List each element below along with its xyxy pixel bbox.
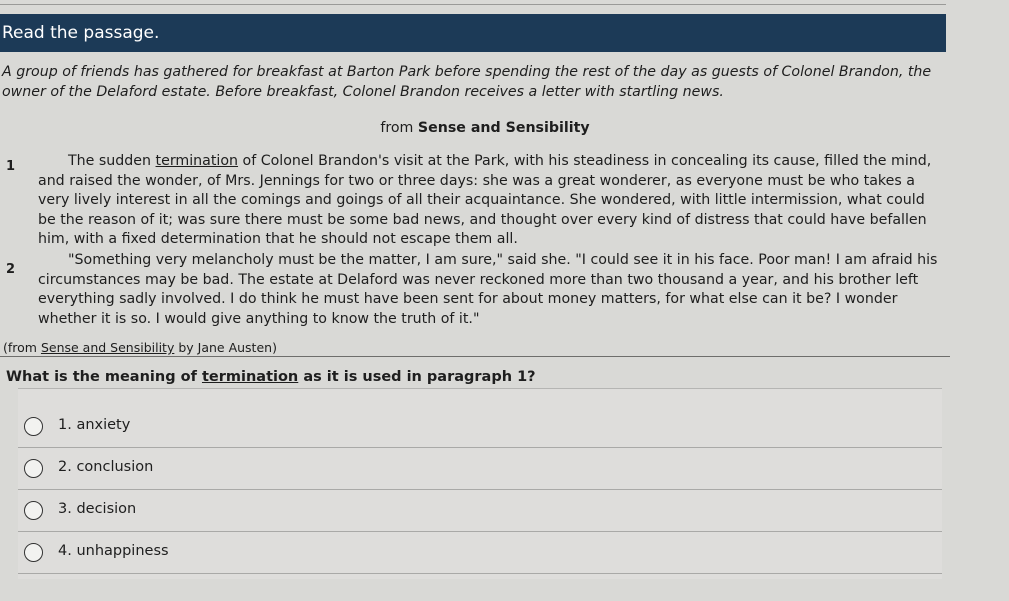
radio-button-icon[interactable] [24, 501, 43, 520]
paragraph-1: The sudden termination of Colonel Brandon's visit at the Park, with his steadiness in concealing its cause, filled the mind, and raised the wonder, of Mrs. Jennings for two or three days: she was a great wonderer, as everyone must be who takes a very lively interest in all the comings and goings of all their acquaintance. She wondered, with little intermission, what could be the reason of it; was sure there must be some bad news, and thought over every kind of distress that could have befallen him, with a fixed determination that he should not escape them all. [38, 153, 932, 247]
question-prompt: What is the meaning of termination as it is used in paragraph 1? [6, 369, 536, 385]
answer-option-3[interactable] [18, 490, 942, 532]
answer-options [18, 388, 942, 579]
paragraph-number-1: 1 [6, 159, 16, 174]
instruction-title: Read the passage. [2, 23, 160, 43]
underlined-word-termination: termination [155, 153, 239, 169]
passage-source-title: from Sense and Sensibility [380, 120, 590, 136]
book-title: Sense and Sensibility [417, 120, 590, 136]
answer-option-4[interactable] [18, 532, 942, 574]
instruction-header [0, 14, 946, 52]
radio-button-icon[interactable] [24, 543, 43, 562]
citation-book-title: Sense and Sensibility [40, 340, 175, 355]
paragraph-2: "Something very melancholy must be the matter, I am sure," said she. "I could see it in his face. Poor man! I am afraid his circumstances may be bad. The estate at Delaford was never reckoned more than two thousand a year, and his brother left everything sadly involved. I do think he must have been sent for about money matters, for what else can it be? I wonder whether it is so. I would give anything to know the truth of it." [38, 252, 938, 327]
answer-option-label: 1. anxiety [58, 417, 131, 433]
passage-intro: A group of friends has gathered for breakfast at Barton Park before spending the rest of the day as guests of Colonel Brandon, the owner of the Delaford estate. Before breakfast, Colonel Brandon receives a letter with startling news. [2, 64, 932, 100]
passage-citation: (from Sense and Sensibility by Jane Austen) [3, 340, 277, 355]
top-divider [0, 4, 946, 5]
radio-button-icon[interactable] [24, 459, 43, 478]
section-divider [0, 356, 950, 357]
question-underlined-word: termination [201, 369, 299, 385]
answer-option-label: 4. unhappiness [58, 543, 169, 559]
answer-option-label: 3. decision [58, 501, 137, 517]
paragraph-number-2: 2 [6, 262, 16, 277]
answer-option-1[interactable] [18, 406, 942, 448]
radio-button-icon[interactable] [24, 417, 43, 436]
answer-option-2[interactable] [18, 448, 942, 490]
answer-option-label: 2. conclusion [58, 459, 154, 475]
